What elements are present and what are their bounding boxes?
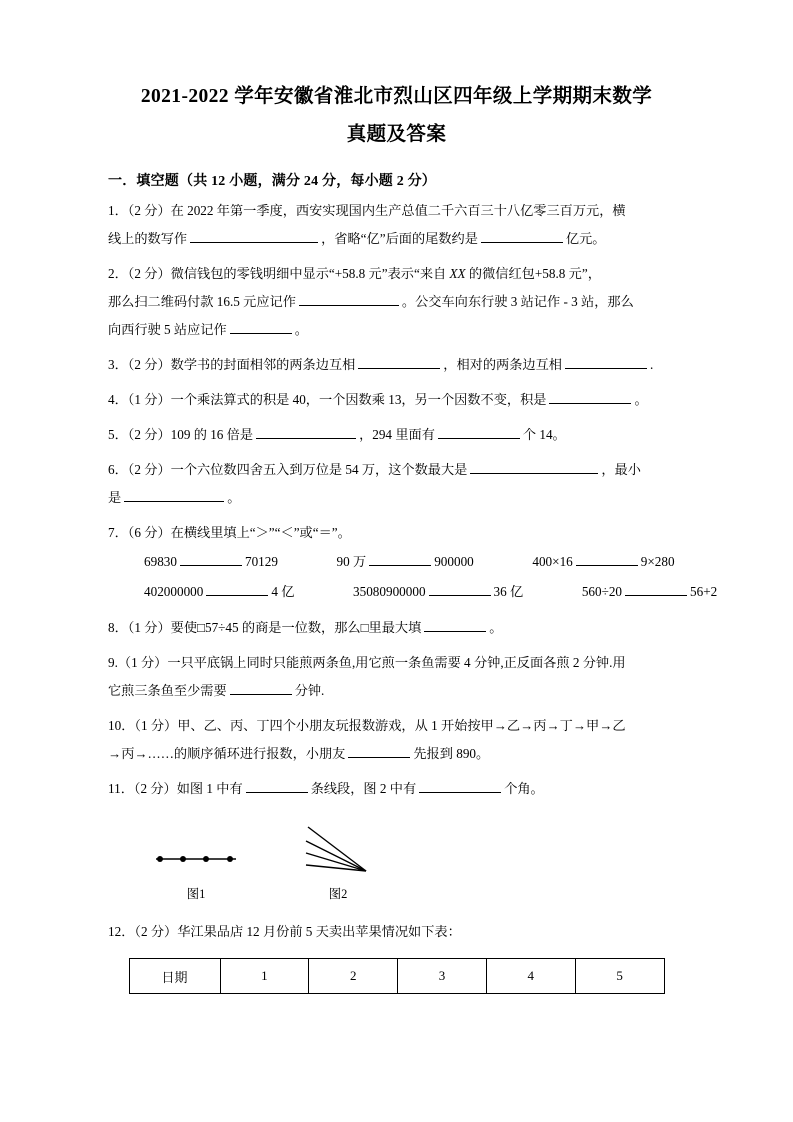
- question-9-text-a: 它煎三条鱼至少需要: [108, 683, 227, 698]
- question-1-line1: 1．（2 分）在 2022 年第一季度，西安实现国内生产总值二千六百三十八亿零三百万元，横: [108, 203, 626, 218]
- compare-item: [582, 577, 717, 607]
- answer-blank[interactable]: [565, 354, 647, 369]
- question-11-text-a: 11．（2 分）如图 1 中有: [108, 781, 243, 796]
- question-3-text-c: .: [649, 357, 654, 372]
- compare-item: [144, 547, 278, 577]
- figure-1-caption: 图1: [186, 887, 206, 901]
- answer-blank[interactable]: [124, 487, 224, 502]
- page-title-line1: 2021-2022 学年安徽省淮北市烈山区四年级上学期期末数学: [140, 86, 653, 107]
- question-11: [108, 775, 685, 803]
- question-10-text-b: 先报到 890。: [413, 746, 490, 761]
- question-5-text-a: 5．（2 分）109 的 16 倍是: [108, 427, 254, 442]
- figure-2: [302, 825, 374, 902]
- question-2: [108, 260, 685, 344]
- question-12-stem: 12．（2 分）华江果品店 12 月份前 5 天卖出苹果情况如下表：: [108, 924, 461, 939]
- figure-2-caption: 图2: [328, 887, 348, 901]
- compare-left: 69830: [144, 554, 177, 569]
- page-title: [108, 78, 685, 154]
- question-11-text-c: 个角。: [504, 781, 544, 796]
- question-10-line1: 10．（1 分）甲、乙、丙、丁四个小朋友玩报数游戏，从 1 开始按甲→乙→丙→丁→甲→乙: [108, 718, 626, 733]
- answer-blank[interactable]: [348, 743, 410, 758]
- compare-left: 400×16: [532, 554, 573, 569]
- question-2-text-b: 的微信红包+58.8 元”，: [465, 266, 601, 281]
- question-2-text-c: 那么扫二维码付款 16.5 元应记作: [108, 294, 296, 309]
- question-6-text-c: 是: [108, 490, 122, 505]
- question-2-text-f: 。: [294, 322, 308, 337]
- compare-left: 560÷20: [581, 584, 623, 599]
- answer-blank[interactable]: [299, 291, 399, 306]
- compare-item: [353, 577, 523, 607]
- answer-blank[interactable]: [190, 228, 318, 243]
- compare-left: 90 万: [336, 554, 367, 569]
- compare-right: 4 亿: [271, 584, 295, 599]
- question-5: [108, 421, 685, 449]
- question-6: [108, 456, 685, 512]
- compare-right: 9×280: [640, 554, 675, 569]
- question-2-text-a: 2．（2 分）微信钱包的零钱明细中显示“+58.8 元”表示“来自: [108, 266, 450, 281]
- question-6-text-b: ，最小: [601, 462, 641, 477]
- answer-blank[interactable]: [358, 354, 440, 369]
- answer-blank[interactable]: [549, 389, 631, 404]
- compare-item: [532, 547, 674, 577]
- question-6-line2: [108, 484, 685, 512]
- question-2-line2: [108, 288, 685, 316]
- question-11-figures: [108, 825, 685, 911]
- compare-right: 56+2: [690, 584, 718, 599]
- answer-blank[interactable]: [180, 551, 242, 566]
- question-4-text-a: 4．（1 分）一个乘法算式的积是 40，一个因数乘 13，另一个因数不变，积是: [108, 392, 547, 407]
- question-5-text-b: ，294 里面有: [359, 427, 435, 442]
- question-12: [108, 918, 685, 946]
- question-10: [108, 712, 685, 768]
- question-1-text-b: ，省略“亿”后面的尾数约是: [321, 231, 478, 246]
- question-9-line2: [108, 677, 685, 705]
- question-4-text-b: 。: [634, 392, 648, 407]
- apple-sales-table: [129, 958, 665, 994]
- answer-blank[interactable]: [419, 778, 501, 793]
- question-1-text-c: 亿元。: [565, 231, 606, 246]
- question-1-line2: [108, 225, 685, 253]
- question-9-text-b: 分钟.: [294, 683, 325, 698]
- question-3-text-a: 3．（2 分）数学书的封面相邻的两条边互相: [108, 357, 356, 372]
- compare-left: 402000000: [144, 584, 204, 599]
- table-cell: 1: [220, 959, 309, 994]
- table-row: [129, 959, 664, 994]
- answer-blank[interactable]: [256, 424, 356, 439]
- question-9: [108, 649, 685, 705]
- question-2-line3: [108, 316, 685, 344]
- question-3: [108, 351, 685, 379]
- compare-left: 35080900000: [353, 584, 426, 599]
- answer-blank[interactable]: [206, 581, 268, 596]
- question-6-text-a: 6．（2 分）一个六位数四舍五入到万位是 54 万，这个数最大是: [108, 462, 468, 477]
- page-title-line2: 真题及答案: [346, 124, 447, 145]
- compare-right: 70129: [244, 554, 278, 569]
- question-9-line1: 9.（1 分）一只平底锅上同时只能煎两条鱼,用它煎一条鱼需要 4 分钟,正反面各煎 2 分钟.用: [108, 655, 626, 670]
- answer-blank[interactable]: [481, 228, 563, 243]
- question-10-text-a: →丙→……的顺序循环进行报数，小朋友: [108, 746, 346, 761]
- compare-right: 36 亿: [493, 584, 524, 599]
- question-7-stem: 7．（6 分）在横线里填上“＞”“＜”或“＝”。: [108, 525, 351, 540]
- question-11-text-b: 条线段，图 2 中有: [310, 781, 417, 796]
- answer-blank[interactable]: [429, 581, 491, 596]
- question-2-emphasis: XX: [449, 266, 466, 281]
- answer-blank[interactable]: [625, 581, 687, 596]
- compare-item: [144, 577, 294, 607]
- question-8-text-b: 。: [489, 620, 503, 635]
- answer-blank[interactable]: [230, 680, 292, 695]
- line-segment-diagram-icon: [150, 825, 242, 877]
- answer-blank[interactable]: [470, 459, 598, 474]
- angle-rays-diagram-icon: [302, 825, 374, 877]
- table-cell: 4: [486, 959, 575, 994]
- answer-blank[interactable]: [424, 617, 486, 632]
- question-3-text-b: ，相对的两条边互相: [443, 357, 562, 372]
- table-cell: 2: [309, 959, 398, 994]
- answer-blank[interactable]: [576, 551, 638, 566]
- answer-blank[interactable]: [230, 319, 292, 334]
- table-cell: 3: [398, 959, 487, 994]
- section-heading: 一．填空题（共 12 小题，满分 24 分，每小题 2 分）: [108, 174, 436, 189]
- answer-blank[interactable]: [246, 778, 308, 793]
- figure-1: [150, 825, 242, 902]
- question-2-text-e: 向西行驶 5 站应记作: [108, 322, 227, 337]
- compare-item: [337, 547, 474, 577]
- question-7-row-2: [108, 577, 718, 607]
- question-2-text-d: 。公交车向东行驶 3 站记作 - 3 站，那么: [401, 294, 634, 309]
- answer-blank[interactable]: [438, 424, 520, 439]
- question-6-text-d: 。: [227, 490, 241, 505]
- question-4: [108, 386, 685, 414]
- question-1: [108, 197, 685, 253]
- table-cell: 5: [575, 959, 664, 994]
- question-5-text-c: 个 14。: [522, 427, 566, 442]
- compare-right: 900000: [434, 554, 474, 569]
- question-8-text-a: 8．（1 分）要使□57÷45 的商是一位数，那么□里最大填: [108, 620, 422, 635]
- question-7-row-1: [108, 547, 685, 577]
- question-7: [108, 519, 685, 547]
- answer-blank[interactable]: [369, 551, 431, 566]
- question-1-text-a: 线上的数写作: [108, 231, 188, 246]
- table-header-label: 日期: [129, 959, 220, 994]
- question-10-line2: [108, 740, 685, 768]
- question-8: [108, 614, 685, 642]
